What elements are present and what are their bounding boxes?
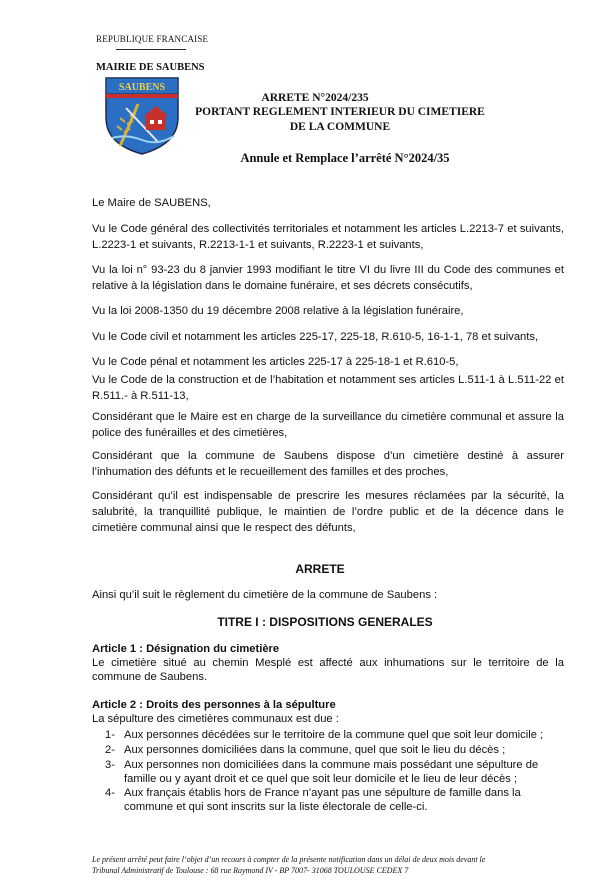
list-item-text: Aux personnes non domiciliées dans la commune mais possédant une sépulture de famille ou y ayant droit et ce quel que soit leur domicile et le lieu de leur décès ; xyxy=(124,759,539,785)
article-1-heading: Article 1 : Désignation du cimetière xyxy=(92,643,280,655)
vu-paragraph-1: Vu le Code général des collectivités territoriales et notamment les articles L.2213-7 et suivants, L.2223-1 et suivants, R.2213-1-1 et suivants, R.2223-1 et suivants, xyxy=(92,223,564,251)
replaces-notice: Annule et Remplace l’arrêté N°2024/35 xyxy=(240,151,450,165)
footer-line-2: Tribunal Administratif de Toulouse : 68 rue Raymond IV - BP 7007- 31068 TOULOUSE CEDEX 7 xyxy=(92,866,409,875)
list-item-number: 1- xyxy=(105,729,115,741)
vu-paragraph-4: Vu le Code civil et notamment les articles 225-17, 225-18, R.610-5, 16-1-1, 78 et suivants, xyxy=(92,331,539,343)
titre-heading: TITRE I : DISPOSITIONS GENERALES xyxy=(217,615,433,629)
arrete-title-line1: PORTANT REGLEMENT INTERIEUR DU CIMETIERE xyxy=(195,106,485,118)
list-item-text: Aux français établis hors de France n’ayant pas une sépulture de famille dans la commune et qui sont inscrits sur la liste électorale de celle-ci. xyxy=(124,787,521,813)
considerant-paragraph-3: Considérant qu’il est indispensable de prescrire les mesures réclamées par la sécurité, la salubrité, la tranquillité publique, le maintien de l’ordre public et de la décence dans le cimetière communal ainsi que le respect des défunts, xyxy=(92,490,564,534)
crest-lettering: SAUBENS xyxy=(118,82,166,93)
list-item xyxy=(92,787,564,814)
list-item-number: 4- xyxy=(105,787,115,799)
list-item-number: 2- xyxy=(105,744,115,756)
arrete-heading: ARRETE xyxy=(295,562,345,576)
considerant-paragraph-1: Considérant que le Maire est en charge de la surveillance du cimetière communal et assure la police des funérailles et des cimetières, xyxy=(92,411,564,439)
list-item xyxy=(92,744,564,758)
article-2-heading: Article 2 : Droits des personnes à la sépulture xyxy=(92,699,336,711)
article-1-text: Le cimetière situé au chemin Mesplé est affecté aux inhumations sur le territoire de la commune de Saubens. xyxy=(92,657,564,683)
ainsi-line: Ainsi qu’il suit le règlement du cimetière de la commune de Saubens : xyxy=(92,589,438,601)
list-item xyxy=(92,729,564,743)
vu-paragraph-5: Vu le Code pénal et notamment les articles 225-17 à 225-18-1 et R.610-5, xyxy=(92,356,459,368)
vu-paragraph-3: Vu la loi 2008-1350 du 19 décembre 2008 relative à la législation funéraire, xyxy=(92,305,464,317)
arrete-number: ARRETE N°2024/235 xyxy=(261,92,369,104)
list-item xyxy=(92,759,564,786)
header-divider xyxy=(116,49,186,50)
vu-paragraph-2: Vu la loi n° 93-23 du 8 janvier 1993 modifiant le titre VI du livre III du Code des communes et relative à la législation dans le domaine funéraire, et ses décrets consécutifs, xyxy=(92,264,564,292)
mairie-label: MAIRIE DE SAUBENS xyxy=(96,62,205,73)
arrete-title-line2: DE LA COMMUNE xyxy=(289,121,391,133)
list-item-text: Aux personnes domiciliées dans la commune, quel que soit le lieu du décès ; xyxy=(124,744,506,756)
article-2-intro: La sépulture des cimetières communaux est due : xyxy=(92,713,339,725)
legal-footer xyxy=(92,854,570,876)
republique-francaise-label: REPUBLIQUE FRANCAISE xyxy=(96,34,209,44)
maire-line: Le Maire de SAUBENS, xyxy=(92,197,211,209)
list-item-text: Aux personnes décédées sur le territoire de la commune quel que soit leur domicile ; xyxy=(124,729,544,741)
list-item-number: 3- xyxy=(105,759,115,771)
considerant-paragraph-2: Considérant que la commune de Saubens dispose d’un cimetière destiné à assurer l’inhumation des défunts et le recueillement des familles et des proches, xyxy=(92,450,564,478)
vu-paragraph-6: Vu le Code de la construction et de l’habitation et notamment ses articles L.511-1 à L.511-22 et R.511.- à R.511-13, xyxy=(92,374,564,402)
footer-line-1: Le présent arrêté peut faire l’objet d’un recours à compter de la présente notification dans un délai de deux mois devant le xyxy=(92,855,486,864)
